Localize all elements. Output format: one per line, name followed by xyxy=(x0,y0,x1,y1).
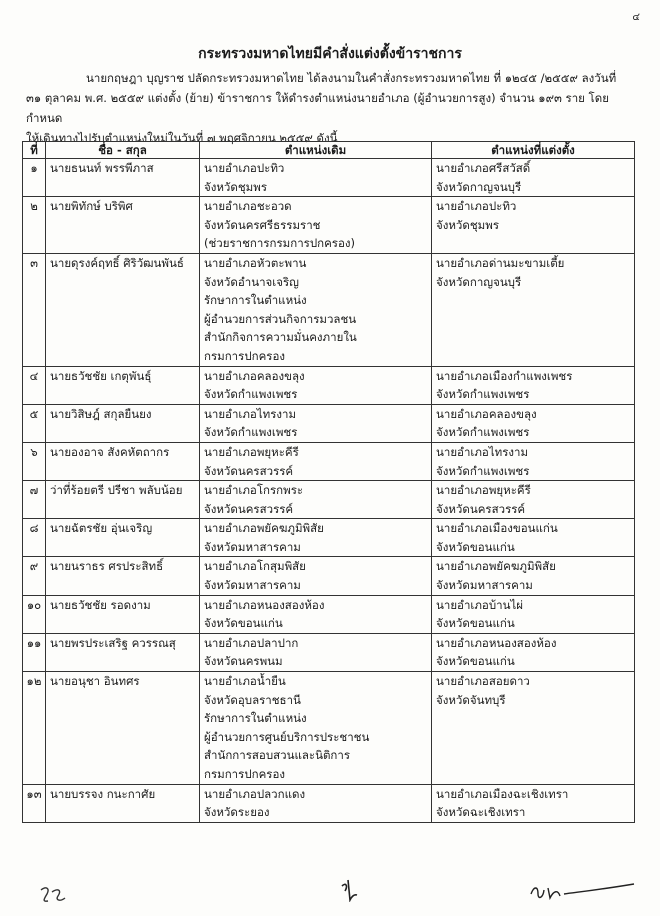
header-new-position: ตำแหน่งที่แต่งตั้ง xyxy=(432,142,635,159)
new-position-line: จังหวัดนครสวรรค์ xyxy=(436,501,526,516)
new-position xyxy=(432,633,635,671)
person-name: นายนราธร ศรประสิทธิ์ xyxy=(46,557,200,595)
initials-signature-right xyxy=(528,880,638,908)
old-position-line: นายอำเภอชะอวด xyxy=(204,199,292,214)
table-row xyxy=(23,159,635,197)
new-position-line: จังหวัดฉะเชิงเทรา xyxy=(436,805,526,820)
new-position xyxy=(432,557,635,595)
row-number: ๘ xyxy=(23,519,46,557)
new-position xyxy=(432,197,635,254)
old-position-line: นายอำเภอปลาปาก xyxy=(204,635,299,650)
table-row xyxy=(23,519,635,557)
row-number: ๗ xyxy=(23,481,46,519)
new-position xyxy=(432,159,635,197)
new-position xyxy=(432,404,635,442)
new-position xyxy=(432,253,635,366)
new-position xyxy=(432,784,635,822)
header-old-position: ตำแหน่งเดิม xyxy=(200,142,432,159)
old-position-line: จังหวัดกำแพงเพชร xyxy=(204,387,298,402)
person-name: นายฉัตรชัย อุ่นเจริญ xyxy=(46,519,200,557)
table-row xyxy=(23,442,635,480)
old-position-line: ผู้อำนวยการศูนย์บริการประชาชน xyxy=(204,729,370,744)
old-position-line: จังหวัดขอนแก่น xyxy=(204,616,283,631)
row-number: ๑๓ xyxy=(23,784,46,822)
table-row xyxy=(23,197,635,254)
old-position xyxy=(200,366,432,404)
old-position xyxy=(200,633,432,671)
old-position xyxy=(200,672,432,785)
old-position xyxy=(200,595,432,633)
old-position-line: กรมการปกครอง xyxy=(204,767,285,781)
person-name: นายพรประเสริฐ ควรรณสุ xyxy=(46,633,200,671)
intro-line-1: นายกฤษฎา บุญราช ปลัดกระทรวงมหาดไทย ได้ลงนามในคำสั่งกระทรวงมหาดไทย ที่ ๑๒๔๕ /๒๕๕๙ ลงวันที่ xyxy=(86,71,617,85)
old-position-line: จังหวัดกำแพงเพชร xyxy=(204,425,298,440)
new-position-line: นายอำเภอด่านมะขามเตี้ย xyxy=(436,255,565,270)
new-position-line: นายอำเภอไทรงาม xyxy=(436,444,529,459)
page-number: ๔ xyxy=(632,12,640,23)
person-name: นายธวัชชัย รอดงาม xyxy=(46,595,200,633)
header-name: ชื่อ - สกุล xyxy=(46,142,200,159)
new-position-line: จังหวัดกำแพงเพชร xyxy=(436,425,530,440)
old-position-line: นายอำเภอโกสุมพิสัย xyxy=(204,559,306,574)
old-position-line: นายอำเภอโกรกพระ xyxy=(204,483,304,498)
old-position-line: นายอำเภอหนองสองห้อง xyxy=(204,597,325,612)
row-number: ๑๑ xyxy=(23,633,46,671)
new-position-line: นายอำเภอเมืองขอนแก่น xyxy=(436,521,558,536)
row-number: ๑๒ xyxy=(23,672,46,785)
table-row xyxy=(23,595,635,633)
new-position xyxy=(432,366,635,404)
new-position xyxy=(432,442,635,480)
old-position-line: จังหวัดมหาสารคาม xyxy=(204,578,301,593)
table-row xyxy=(23,366,635,404)
old-position-line: นายอำเภอคลองขลุง xyxy=(204,368,305,383)
new-position xyxy=(432,481,635,519)
person-name: ว่าที่ร้อยตรี ปรีชา พลับน้อย xyxy=(46,481,200,519)
old-position xyxy=(200,442,432,480)
old-position-line: (ช่วยราชการกรมการปกครอง) xyxy=(204,236,355,251)
old-position-line: สำนักกิจการความมั่นคงภายใน xyxy=(204,330,357,345)
old-position-line: กรมการปกครอง xyxy=(204,348,285,363)
old-position-line: นายอำเภอปะทิว xyxy=(204,161,285,175)
new-position-line: นายอำเภอสอยดาว xyxy=(436,674,530,689)
table-row xyxy=(23,672,635,785)
old-position xyxy=(200,197,432,254)
person-name: นายธนนท์ พรรพีภาส xyxy=(46,159,200,197)
row-number: ๓ xyxy=(23,253,46,366)
old-position-line: จังหวัดนครสวรรค์ xyxy=(204,501,294,516)
row-number: ๑๐ xyxy=(23,595,46,633)
new-position-line: นายอำเภอศรีสวัสดิ์ xyxy=(436,161,531,175)
new-position xyxy=(432,595,635,633)
table-body xyxy=(23,159,635,823)
new-position xyxy=(432,672,635,785)
old-position xyxy=(200,159,432,197)
person-name: นายบรรจง กนะกาศัย xyxy=(46,784,200,822)
intro-line-3: ให้เดินทางไปรับตำแหน่งใหม่ในวันที่ ๗ พฤศจิกายน ๒๕๕๙ ดังนี้ xyxy=(26,131,338,145)
new-position-line: นายอำเภอเมืองกำแพงเพชร xyxy=(436,368,573,383)
new-position-line: นายอำเภอคลองขลุง xyxy=(436,406,537,421)
new-position-line: นายอำเภอพยุหะคีรี xyxy=(436,483,531,498)
new-position-line: จังหวัดชุมพร xyxy=(436,217,500,232)
row-number: ๒ xyxy=(23,197,46,254)
old-position-line: จังหวัดอำนาจเจริญ xyxy=(204,274,299,289)
appointment-table xyxy=(22,141,635,823)
old-position-line: นายอำเภอพยัคฆภูมิพิสัย xyxy=(204,521,324,536)
new-position xyxy=(432,519,635,557)
old-position-line: จังหวัดมหาสารคาม xyxy=(204,539,301,554)
old-position-line: จังหวัดนครสวรรค์ xyxy=(204,463,294,478)
new-position-line: จังหวัดกำแพงเพชร xyxy=(436,387,530,402)
row-number: ๙ xyxy=(23,557,46,595)
old-position xyxy=(200,557,432,595)
new-position-line: จังหวัดกำแพงเพชร xyxy=(436,463,530,478)
old-position xyxy=(200,784,432,822)
old-position-line: รักษาการในตำแหน่ง xyxy=(204,711,307,726)
document-title: กระทรวงมหาดไทยมีคำสั่งแต่งตั้งข้าราชการ xyxy=(198,46,462,62)
new-position-line: จังหวัดจันทบุรี xyxy=(436,692,506,707)
new-position-line: จังหวัดขอนแก่น xyxy=(436,539,515,554)
row-number: ๑ xyxy=(23,159,46,197)
intro-paragraph xyxy=(26,68,638,148)
old-position-line: นายอำเภอพยุหะคีรี xyxy=(204,444,299,459)
header-no: ที่ xyxy=(23,142,46,159)
table-row xyxy=(23,481,635,519)
old-position xyxy=(200,481,432,519)
old-position-line: นายอำเภอปลวกแดง xyxy=(204,786,306,801)
new-position-line: จังหวัดขอนแก่น xyxy=(436,616,515,631)
old-position xyxy=(200,519,432,557)
table-row xyxy=(23,404,635,442)
old-position-line: นายอำเภอน้ำยืน xyxy=(204,674,286,689)
new-position-line: จังหวัดกาญจนบุรี xyxy=(436,274,522,289)
table-row xyxy=(23,784,635,822)
new-position-line: นายอำเภอเมืองฉะเชิงเทรา xyxy=(436,786,569,801)
intro-line-2: ๓๑ ตุลาคม พ.ศ. ๒๕๕๙ แต่งตั้ง (ย้าย) ข้าราชการ ให้ดำรงตำแหน่งนายอำเภอ (ผู้อำนวยการสูง) จำนวน ๑๙๓ ราย โดยกำหนด xyxy=(26,91,609,125)
old-position-line: จังหวัดระยอง xyxy=(204,805,270,820)
person-name: นายดุรงค์ฤทธิ์ ศิริวัฒนพันธ์ xyxy=(46,253,200,366)
old-position-line: จังหวัดอุบลราชธานี xyxy=(204,692,301,707)
person-name: นายพิทักษ์ บริพิศ xyxy=(46,197,200,254)
table-row xyxy=(23,253,635,366)
new-position-line: จังหวัดกาญจนบุรี xyxy=(436,179,522,194)
old-position xyxy=(200,253,432,366)
old-position-line: นายอำเภอหัวตะพาน xyxy=(204,255,307,270)
person-name: นายอนุชา อินทศร xyxy=(46,672,200,785)
new-position-line: จังหวัดขอนแก่น xyxy=(436,654,515,669)
old-position xyxy=(200,404,432,442)
row-number: ๖ xyxy=(23,442,46,480)
old-position-line: รักษาการในตำแหน่ง xyxy=(204,293,307,308)
table-row xyxy=(23,557,635,595)
row-number: ๔ xyxy=(23,366,46,404)
new-position-line: จังหวัดมหาสารคาม xyxy=(436,578,533,593)
new-position-line: นายอำเภอบ้านไผ่ xyxy=(436,597,523,612)
old-position-line: จังหวัดนครพนม xyxy=(204,654,283,669)
old-position-line: นายอำเภอไทรงาม xyxy=(204,406,297,421)
new-position-line: นายอำเภอหนองสองห้อง xyxy=(436,635,557,650)
old-position-line: จังหวัดนครศรีธรรมราช xyxy=(204,217,321,232)
table-header-row xyxy=(23,142,635,159)
old-position-line: จังหวัดชุมพร xyxy=(204,179,268,194)
new-position-line: นายอำเภอพยัคฆภูมิพิสัย xyxy=(436,559,556,574)
old-position-line: ผู้อำนวยการส่วนกิจการมวลชน xyxy=(204,311,357,326)
initials-signature-left xyxy=(38,884,68,910)
row-number: ๕ xyxy=(23,404,46,442)
table-row xyxy=(23,633,635,671)
initials-signature-center xyxy=(338,878,360,906)
person-name: นายวิสิษฎ์ สกุลยืนยง xyxy=(46,404,200,442)
person-name: นายธวัชชัย เกตุพันธุ์ xyxy=(46,366,200,404)
person-name: นายองอาจ สังคหัตถากร xyxy=(46,442,200,480)
old-position-line: สำนักการสอบสวนและนิติการ xyxy=(204,748,351,763)
new-position-line: นายอำเภอปะทิว xyxy=(436,199,517,214)
